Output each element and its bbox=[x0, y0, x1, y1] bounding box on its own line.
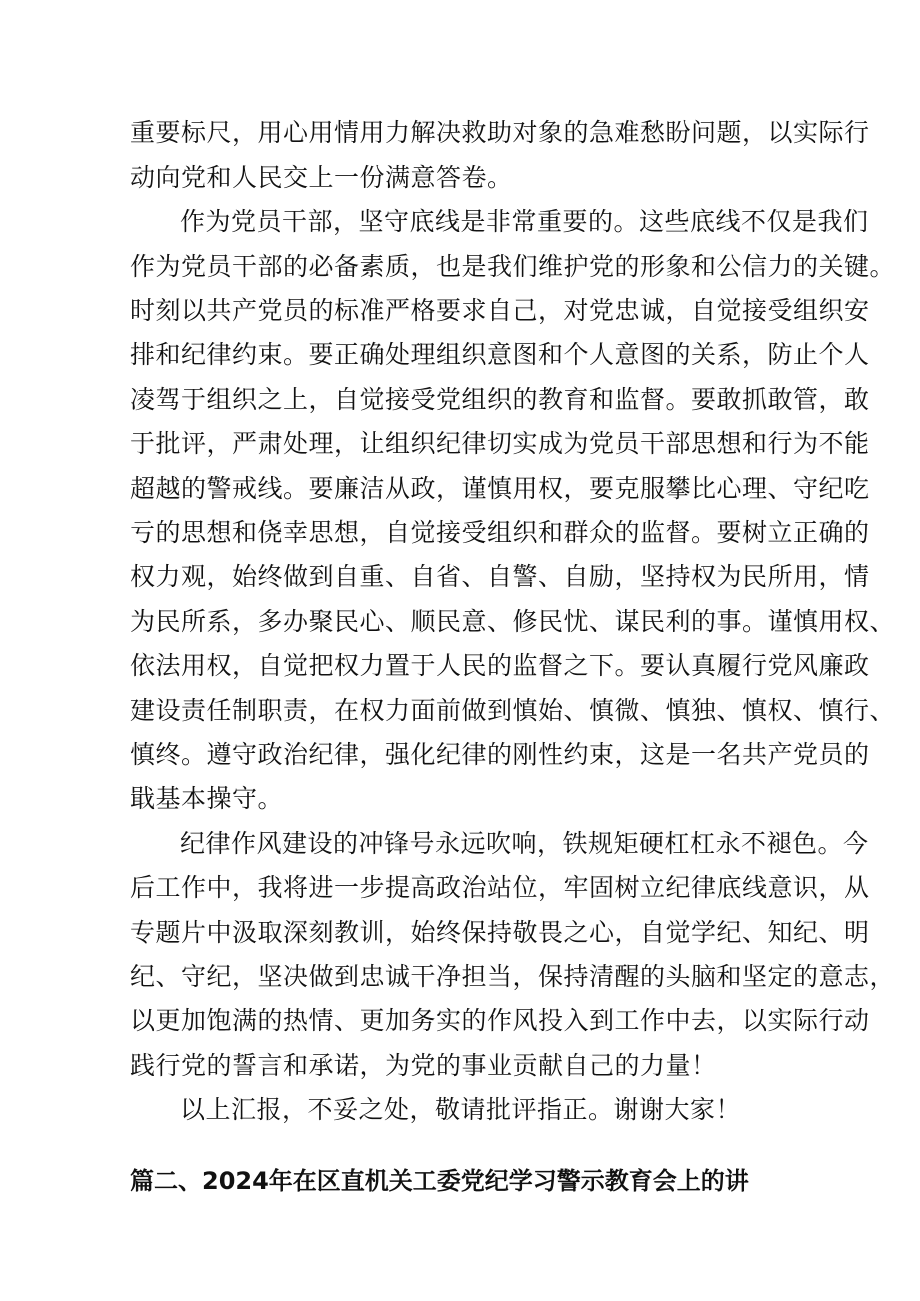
paragraph-2-line-9: 权力观，始终做到自重、自省、自警、自励，坚持权为民所用，情 bbox=[130, 562, 870, 591]
paragraph-2-line-12: 建设责任制职责，在权力面前做到慎始、慎微、慎独、慎权、慎行、 bbox=[130, 696, 896, 725]
paragraph-2-line-3: 时刻以共产党员的标准严格要求自己，对党忠诚，自觉接受组织安 bbox=[130, 296, 870, 325]
paragraph-3-line-5: 以更加饱满的热情、更加务实的作风投入到工作中去，以实际行动 bbox=[130, 1006, 870, 1035]
paragraph-2-line-11: 依法用权，自觉把权力置于人民的监督之下。要认真履行党风廉政 bbox=[130, 651, 870, 680]
paragraph-2-line-4: 排和纪律约束。要正确处理组织意图和个人意图的关系，防止个人 bbox=[130, 340, 870, 369]
paragraph-2-line-14: 戢基本操守。 bbox=[130, 784, 284, 813]
paragraph-2-line-1: 作为党员干部，坚守底线是非常重要的。这些底线不仅是我们 bbox=[180, 207, 869, 236]
paragraph-4-line-1: 以上汇报，不妥之处，敬请批评指正。谢谢大家！ bbox=[180, 1095, 742, 1124]
paragraph-3-line-1: 纪律作风建设的冲锋号永远吹响，铁规矩硬杠杠永不褪色。今 bbox=[180, 829, 869, 858]
paragraph-3-line-4: 纪、守纪，坚决做到忠诚干净担当，保持清醒的头脑和坚定的意志， bbox=[130, 962, 896, 991]
paragraph-2-line-10: 为民所系，多办聚民心、顺民意、修民忧、谋民利的事。谨慎用权、 bbox=[130, 607, 896, 636]
paragraph-2-line-7: 超越的警戒线。要廉洁从政，谨慎用权，要克服攀比心理、守纪吃 bbox=[130, 474, 870, 503]
section-heading: 篇二、2024年在区直机关工委党纪学习警示教育会上的讲 bbox=[130, 1167, 749, 1195]
paragraph-3-line-3: 专题片中汲取深刻教训，始终保持敬畏之心，自觉学纪、知纪、明 bbox=[130, 918, 870, 947]
paragraph-1-line-2: 动向党和人民交上一份满意答卷。 bbox=[130, 163, 513, 192]
paragraph-2-line-6: 于批评，严肃处理，让组织纪律切实成为党员干部思想和行为不能 bbox=[130, 429, 870, 458]
paragraph-2-line-13: 慎终。遵守政治纪律，强化纪律的刚性约束，这是一名共产党员的 bbox=[130, 740, 870, 769]
paragraph-2-line-8: 亏的思想和侥幸思想，自觉接受组织和群众的监督。要树立正确的 bbox=[130, 518, 870, 547]
paragraph-3-line-2: 后工作中，我将进一步提高政治站位，牢固树立纪律底线意识，从 bbox=[130, 873, 870, 902]
paragraph-3-line-6: 践行党的誓言和承诺，为党的事业贡献自己的力量！ bbox=[130, 1051, 717, 1080]
paragraph-2-line-2: 作为党员干部的必备素质，也是我们维护党的形象和公信力的关键。 bbox=[130, 252, 896, 281]
paragraph-1-line-1: 重要标尺，用心用情用力解决救助对象的急难愁盼问题，以实际行 bbox=[130, 118, 870, 147]
paragraph-2-line-5: 凌驾于组织之上，自觉接受党组织的教育和监督。要敢抓敢管，敢 bbox=[130, 385, 870, 414]
